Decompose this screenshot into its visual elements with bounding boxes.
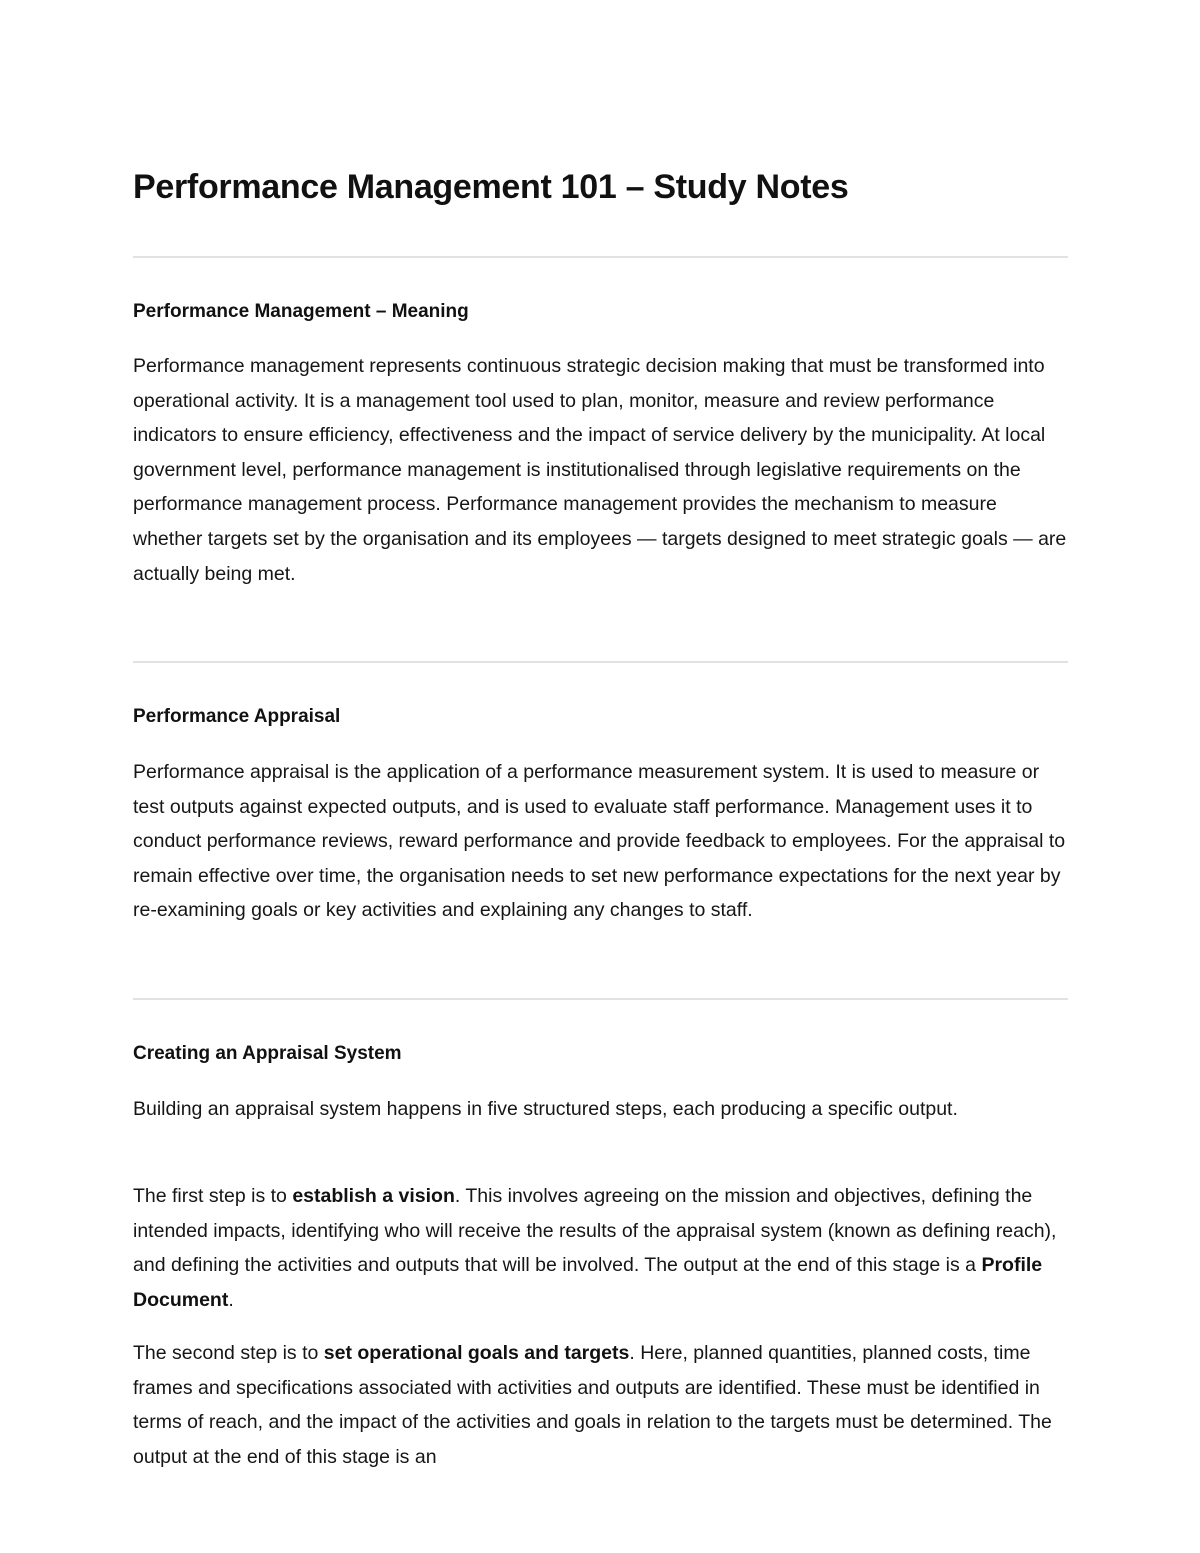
section-heading-creating-system: Creating an Appraisal System xyxy=(133,1043,402,1064)
divider xyxy=(133,998,1068,1000)
step-one-output: Profile Document xyxy=(133,1254,1043,1311)
page-title: Performance Management 101 – Study Notes xyxy=(133,168,849,206)
step-one-text: . This involves agreeing on the mission and objectives, defining the intended impacts, identifying who will receive the results of the appraisal system (known as defining reach), and defining the activities and outputs that will be involved. The output at the end of this stage is a xyxy=(133,1185,1057,1277)
step-one-paragraph xyxy=(133,1179,1068,1317)
divider xyxy=(133,256,1068,258)
section-body-meaning: Performance management represents continuous strategic decision making that must be transformed into operational activity. It is a management tool used to plan, monitor, measure and review performance indicators to ensure efficiency, effectiveness and the impact of service delivery by the municipality. At local government level, performance management is institutionalised through legislative requirements on the performance management process. Performance management provides the mechanism to measure whether targets set by the organisation and its employees — targets designed to meet strategic goals — are actually being met. xyxy=(133,355,1067,585)
step-one-end: . xyxy=(228,1288,234,1311)
section-intro-creating-system: Building an appraisal system happens in five structured steps, each producing a specific output. xyxy=(133,1098,958,1120)
step-one-lead: The first step is to xyxy=(133,1185,293,1207)
step-two-text: . Here, planned quantities, planned costs, time frames and specifications associated with activities and outputs are identified. These must be identified in terms of reach, and the impact of the activities and goals in relation to the targets must be determined. The output at the end of this stage is an xyxy=(133,1342,1052,1468)
step-two-paragraph xyxy=(133,1336,1068,1474)
divider xyxy=(133,661,1068,663)
step-two-action: set operational goals and targets xyxy=(323,1342,630,1364)
section-heading-meaning: Performance Management – Meaning xyxy=(133,301,469,322)
section-body-appraisal: Performance appraisal is the application of a performance measurement system. It is used to measure or test outputs against expected outputs, and is used to evaluate staff performance. Management uses it to conduct performance reviews, reward performance and provide feedback to employees. For the appraisal to remain effective over time, the organisation needs to set new performance expectations for the next year by re-examining goals or key activities and explaining any changes to staff. xyxy=(133,761,1066,922)
step-two-lead: The second step is to xyxy=(133,1342,324,1364)
step-one-action: establish a vision xyxy=(292,1185,455,1207)
section-heading-appraisal: Performance Appraisal xyxy=(133,706,341,727)
